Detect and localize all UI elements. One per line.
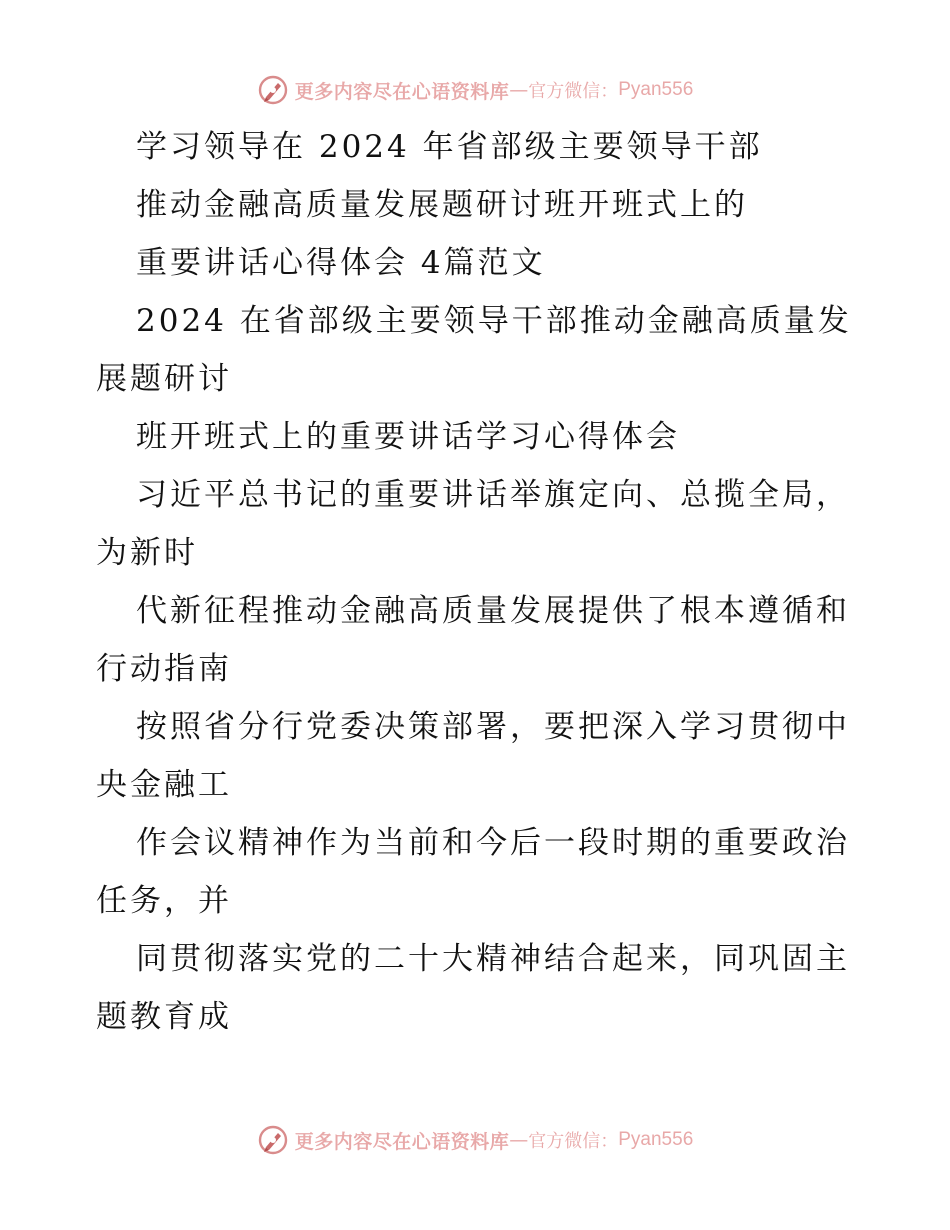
text-line: 央金融工: [96, 767, 232, 803]
text-line: 同贯彻落实党的二十大精神结合起来，同巩固主: [136, 941, 850, 977]
text-line: 2024 在省部级主要领导干部推动金融高质量发: [136, 303, 852, 339]
footer-banner: [0, 1120, 950, 1160]
text-line: 作会议精神作为当前和今后一段时期的重要政治: [136, 825, 850, 861]
text-line: 按照省分行党委决策部署，要把深入学习贯彻中: [136, 709, 850, 745]
document-body: [96, 118, 876, 1046]
text-line: 题教育成: [96, 999, 232, 1035]
wechat-id: Pyan556: [618, 79, 694, 100]
wechat-label: 官方微信：: [528, 81, 619, 102]
pen-circle-logo-icon: [257, 74, 289, 106]
wechat-id: Pyan556: [618, 1129, 694, 1150]
title-line-2: 推动金融高质量发展题研讨班开班式上的: [136, 187, 748, 223]
banner-separator: —: [509, 1129, 529, 1151]
text-line: 班开班式上的重要讲话学习心得体会: [136, 419, 680, 455]
title-line-1: 学习领导在 2024 年省部级主要领导干部: [136, 129, 763, 165]
text-line: 行动指南: [96, 651, 232, 687]
header-banner: [0, 70, 950, 110]
text-line: 为新时: [96, 535, 198, 571]
banner-slogan: 更多内容尽在心语资料库: [294, 80, 510, 103]
text-line: 展题研讨: [96, 361, 232, 397]
text-line: 习近平总书记的重要讲话举旗定向、总揽全局，: [136, 477, 850, 513]
wechat-label: 官方微信：: [528, 1131, 619, 1152]
banner-separator: —: [509, 79, 529, 101]
text-line: 任务，并: [96, 883, 232, 919]
banner-slogan: 更多内容尽在心语资料库: [294, 1130, 510, 1153]
title-line-3: 重要讲话心得体会 4篇范文: [136, 245, 546, 281]
text-line: 代新征程推动金融高质量发展提供了根本遵循和: [136, 593, 850, 629]
pen-circle-logo-icon: [257, 1124, 289, 1156]
